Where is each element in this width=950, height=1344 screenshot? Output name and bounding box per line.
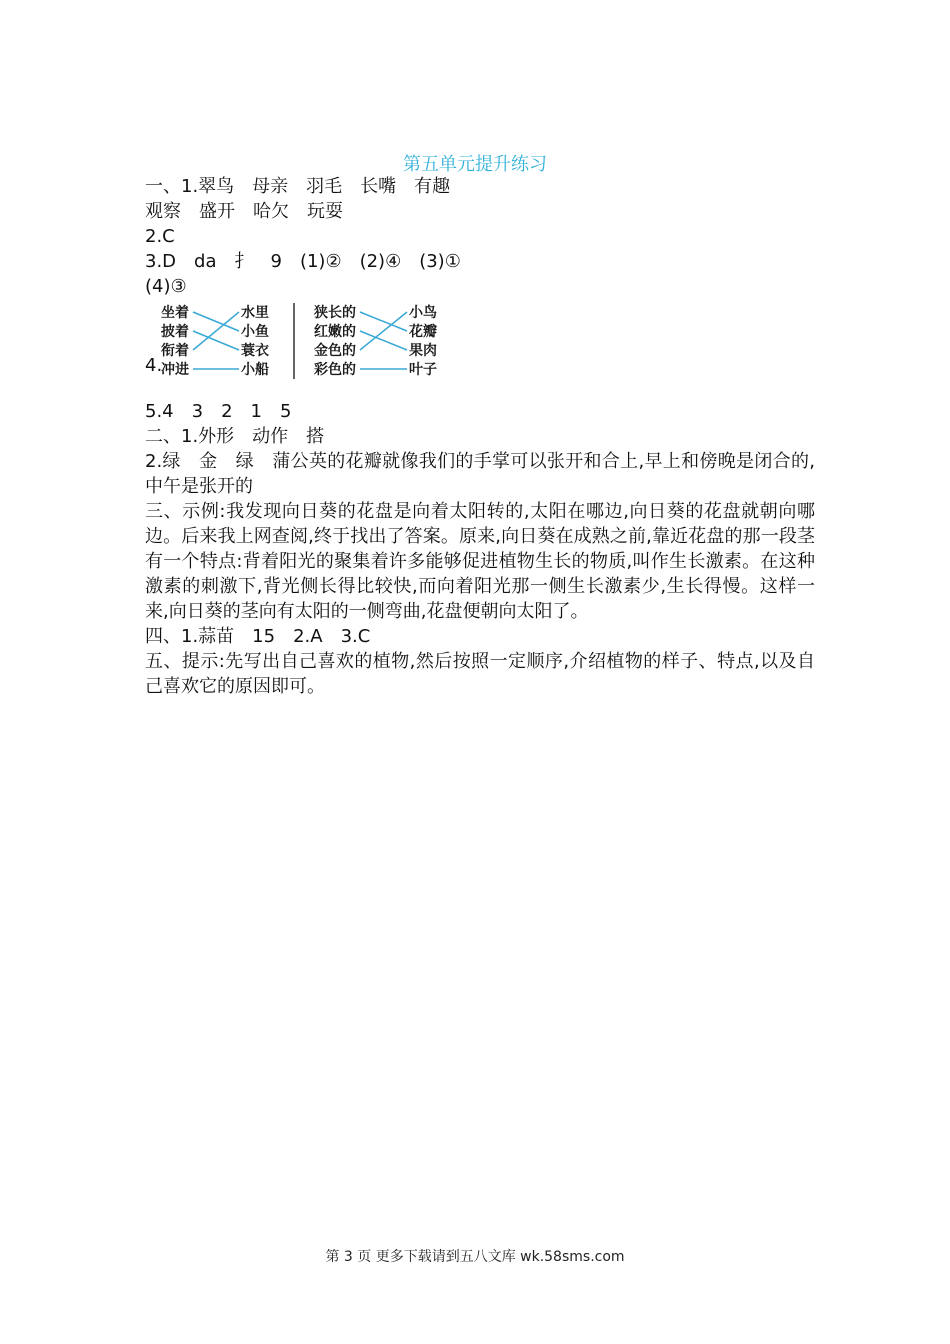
matching-svg xyxy=(157,301,457,381)
matching-left-match-line xyxy=(193,312,239,331)
matching-left-left-word: 衔着 xyxy=(161,343,189,359)
answer-line-1: 一、1.翠鸟 母亲 羽毛 长嘴 有趣 xyxy=(145,176,451,197)
answer-content xyxy=(145,174,815,699)
matching-left-right-word: 水里 xyxy=(241,305,269,321)
matching-right-right-word: 果肉 xyxy=(409,343,437,359)
matching-right-right-word: 小鸟 xyxy=(409,305,437,321)
matching-right-match-line xyxy=(360,331,407,350)
matching-left-right-word: 蓑衣 xyxy=(241,343,269,359)
matching-left-right-word: 小鱼 xyxy=(241,324,269,340)
answer-line-2: 观察 盛开 哈欠 玩耍 xyxy=(145,201,343,222)
answer-para-5: 五、提示:先写出自己喜欢的植物,然后按照一定顺序,介绍植物的样子、特点,以及自己喜欢它的原因即可。 xyxy=(145,651,815,697)
matching-right-match-line xyxy=(360,312,407,331)
matching-left-left-word: 坐着 xyxy=(161,305,189,321)
answer-para-2: 2.绿 金 绿 蒲公英的花瓣就像我们的手掌可以张开和合上,早上和傍晚是闭合的,中午是张开的 xyxy=(145,451,815,497)
matching-right-left-word: 红嫩的 xyxy=(314,324,356,340)
matching-right-left-word: 金色的 xyxy=(314,343,356,359)
answer-line-7: 二、1.外形 动作 搭 xyxy=(145,426,325,447)
matching-right-right-word: 叶子 xyxy=(409,362,437,378)
answer-line-6: 5.4 3 2 1 5 xyxy=(145,401,292,422)
matching-left-left-word: 冲进 xyxy=(161,362,189,378)
matching-diagram xyxy=(145,299,815,399)
matching-right-right-word: 花瓣 xyxy=(409,324,437,340)
answer-line-3: 2.C xyxy=(145,226,175,247)
answer-line-4: 3.D da 扌 9 (1)② (2)④ (3)① xyxy=(145,251,461,272)
matching-right-left-word: 彩色的 xyxy=(314,362,356,378)
matching-left-left-word: 披着 xyxy=(161,324,189,340)
matching-right-match-line xyxy=(360,312,407,350)
page-footer: 第 3 页 更多下载请到五八文库 wk.58sms.com xyxy=(325,1249,625,1265)
page-title: 第五单元提升练习 xyxy=(403,154,547,175)
matching-left-match-line xyxy=(193,331,239,350)
answer-para-3: 三、示例:我发现向日葵的花盘是向着太阳转的,太阳在哪边,向日葵的花盘就朝向哪边。后来我上网查阅,终于找出了答案。原来,向日葵在成熟之前,靠近花盘的那一段茎有一个特点:背着阳光的聚集着许多能够促进植物生长的物质,叫作生长激素。在这种激素的刺激下,背光侧长得比较快,而向着阳光那一侧生长激素少,生长得慢。这样一来,向日葵的茎向有太阳的一侧弯曲,花盘便朝向太阳了。 xyxy=(145,501,815,622)
answer-line-8: 四、1.蒜苗 15 2.A 3.C xyxy=(145,626,371,647)
matching-left-match-line xyxy=(193,312,239,350)
matching-left-right-word: 小船 xyxy=(241,362,269,378)
answer-line-5: (4)③ xyxy=(145,276,187,297)
item-4-label: 4. xyxy=(145,355,163,376)
matching-right-left-word: 狭长的 xyxy=(314,305,356,321)
